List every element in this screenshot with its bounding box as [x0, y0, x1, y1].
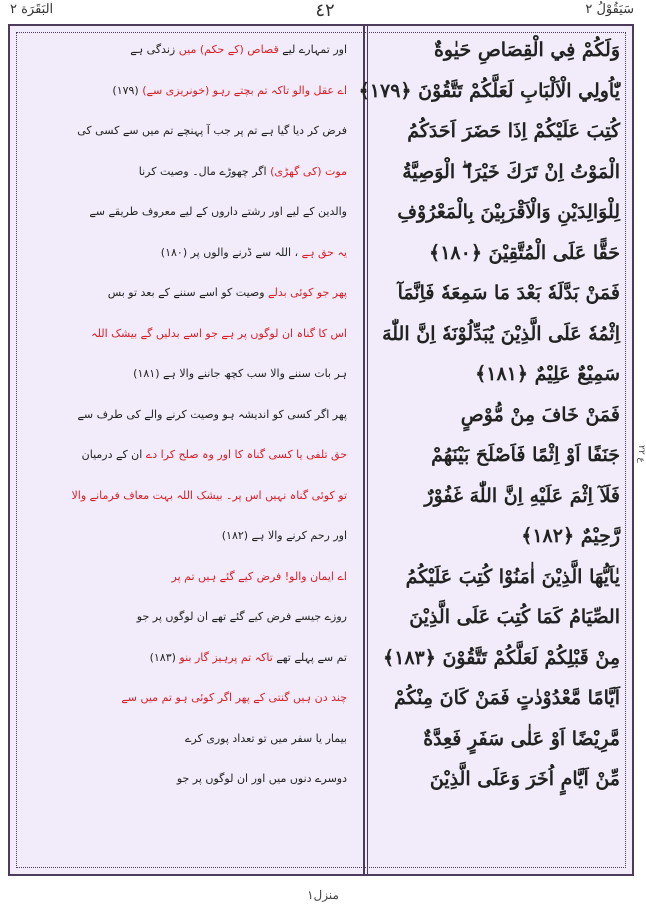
arabic-line: يٰاَيُّهَا الَّذِيْنَ اٰمَنُوْا كُتِبَ عَلَيْكُمُ [405, 565, 620, 588]
urdu-text: والدین کے لیے اور رشتے داروں کے لیے معروف طریقے سے [89, 205, 347, 218]
urdu-highlight-text: قصاص (کے حکم) میں [175, 43, 279, 56]
urdu-text: زندگی ہے [130, 43, 176, 56]
arabic-line: فَمَنْ خَافَ مِنْ مُّوْصٍ [460, 403, 620, 426]
urdu-line [22, 395, 347, 436]
urdu-highlight-text: موت (کی گھڑی) [266, 164, 347, 178]
urdu-line [22, 233, 347, 274]
ruku-marker: ع ٢٢ [636, 445, 646, 463]
arabic-text-column [358, 30, 620, 800]
urdu-text: تم سے پہلے تھے [272, 650, 347, 664]
urdu-line [22, 152, 347, 193]
urdu-text: روزے جیسے فرض کیے گئے تھے ان لوگوں پر جو [136, 610, 347, 623]
arabic-line: اَيَّامًا مَّعْدُوْدٰتٍ فَمَنْ كَانَ مِنْكُمْ [394, 687, 620, 709]
urdu-line [22, 678, 347, 719]
page-number: ٤٢ [315, 0, 335, 21]
arabic-line: سَمِيْعٌ عَلِيْمٌ ﴿١٨١﴾ [475, 363, 620, 385]
arabic-line: مَّرِيْضًا اَوْ عَلٰى سَفَرٍ فَعِدَّةٌ [423, 727, 620, 750]
arabic-line: جَنَفًا اَوْ اِثْمًا فَاَصْلَحَ بَيْنَهُمْ [431, 444, 620, 466]
urdu-text: ہر بات سننے والا سب کچھ جاننے والا ہے (١٨١) [133, 367, 347, 380]
urdu-text: (١٨٣) [149, 650, 176, 664]
header-surah-name: البَقَرَة ٢ [10, 2, 54, 17]
arabic-line: لِلْوَالِدَيْنِ وَالْاَقْرَبِيْنَ بِالْمَعْرُوْفِ [397, 201, 620, 223]
urdu-line [22, 435, 347, 476]
arabic-line: مِّنْ اَيَّامٍ اُخَرَ وَعَلَى الَّذِيْنَ [429, 768, 620, 790]
arabic-line: رَّحِيْمٌ ﴿١٨٢﴾ [521, 525, 620, 547]
urdu-highlight-text: چند دن ہیں گنتی کے پھر اگر کوئی ہو تم میں سے [121, 691, 347, 704]
urdu-line [22, 597, 347, 638]
header-juz-name: سَيَقُوْلُ ٢ [585, 2, 634, 17]
urdu-highlight-text: اے ایمان والو! فرض کیے گئے ہیں تم پر [171, 569, 347, 583]
urdu-text: اور تمہارے لیے [278, 43, 347, 56]
urdu-line [22, 476, 347, 517]
urdu-highlight-text: تو کوئی گناہ نہیں اس پر۔ بیشک اللہ بہت معاف فرمانے والا [71, 488, 347, 502]
arabic-line: الْمَوْتُ اِنْ تَرَكَ خَيْرَا ۖ الْوَصِيَّةُ [402, 160, 620, 183]
arabic-line: الصِّيَامُ كَمَا كُتِبَ عَلَى الَّذِيْنَ [409, 606, 620, 628]
urdu-highlight-text: حق تلفی یا کسی گناہ کا اور وہ صلح کرا دے [142, 448, 347, 461]
urdu-highlight-text: پھر جو کوئی بدلے [264, 286, 347, 299]
urdu-text: پھر اگر کسی کو اندیشہ ہو وصیت کرنے والے کی طرف سے [77, 407, 347, 421]
urdu-line [22, 314, 347, 355]
arabic-line: اِثْمُهٗ عَلَى الَّذِيْنَ يُبَدِّلُوْنَهٗ اِنَّ اللّٰهَ [382, 322, 620, 345]
arabic-line: مِنْ قَبْلِكُمْ لَعَلَّكُمْ تَتَّقُوْنَ ﴿١٨٣﴾ [382, 646, 620, 669]
urdu-line [22, 719, 347, 760]
urdu-line [22, 354, 347, 395]
urdu-line [22, 516, 347, 557]
urdu-text: دوسرے دنوں میں اور ان لوگوں پر جو [176, 772, 347, 785]
urdu-text: (١٧٩) [112, 83, 139, 97]
urdu-line [22, 273, 347, 314]
urdu-text: وصیت کو اسے سننے کے بعد تو بس [107, 286, 265, 299]
urdu-text: بیمار یا سفر میں تو تعداد پوری کرے [185, 731, 347, 745]
arabic-line: كُتِبَ عَلَيْكُمْ اِذَا حَضَرَ اَحَدَكُمُ [407, 120, 620, 142]
urdu-line [22, 71, 347, 112]
urdu-text: اگر چھوڑے مال۔ وصیت کرنا [138, 164, 267, 178]
urdu-text: ، اللہ سے ڈرنے والوں پر (١٨٠) [160, 245, 299, 259]
urdu-line [22, 111, 347, 152]
urdu-line [22, 638, 347, 679]
urdu-text: ان کے درمیان [81, 448, 143, 461]
urdu-line [22, 557, 347, 598]
urdu-translation-column [22, 30, 347, 800]
arabic-line: وَلَكُمْ فِي الْقِصَاصِ حَيٰوةٌ [433, 39, 620, 61]
urdu-highlight-text: یہ حق ہے [298, 245, 347, 259]
arabic-line: فَمَنْ بَدَّلَهٗ بَعْدَ مَا سَمِعَهٗ فَاِنَّمَآ [397, 282, 620, 304]
arabic-line: يّٰاُولِي الْاَلْبَابِ لَعَلَّكُمْ تَتَّقُوْنَ ﴿١٧٩﴾ [358, 79, 620, 102]
urdu-line [22, 759, 347, 800]
urdu-highlight-text: اس کا گناہ ان لوگوں پر ہے جو اسے بدلیں گے بیشک اللہ [91, 326, 347, 340]
footer-manzil: منزل١ [307, 888, 339, 902]
arabic-line: حَقًّا عَلَى الْمُتَّقِيْنَ ﴿١٨٠﴾ [429, 241, 620, 264]
urdu-text: فرض کر دیا گیا ہے تم پر جب آ پہنچے تم میں سے کسی کی [77, 124, 347, 137]
urdu-highlight-text: تاکہ تم پرہیز گار بنو [175, 650, 273, 664]
arabic-line: فَلَآ اِثْمَ عَلَيْهِ اِنَّ اللّٰهَ غَفُوْرٌ [424, 484, 620, 507]
urdu-line [22, 30, 347, 71]
urdu-highlight-text: اے عقل والو تاکہ تم بچتے رہو (خونریزی سے) [138, 83, 347, 97]
urdu-text: اور رحم کرنے والا ہے (١٨٢) [221, 529, 347, 542]
urdu-line [22, 192, 347, 233]
